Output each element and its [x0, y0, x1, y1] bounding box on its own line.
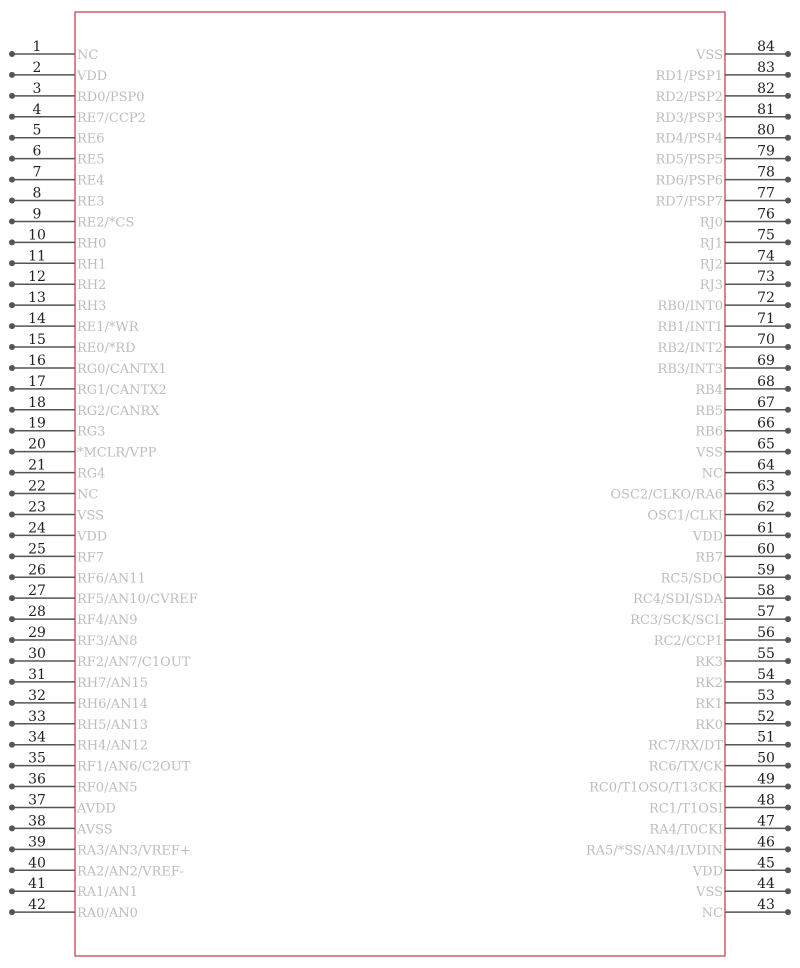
pin-endpoint-dot: [785, 574, 791, 580]
pin-name: NC: [77, 487, 99, 503]
pin-endpoint-dot: [9, 804, 15, 810]
pin-endpoint-dot: [785, 553, 791, 559]
pin-number: 51: [757, 729, 775, 746]
right-pin-67: [695, 395, 791, 419]
pin-name: RK0: [695, 717, 723, 733]
pin-endpoint-dot: [785, 344, 791, 350]
pin-endpoint-dot: [785, 449, 791, 455]
right-pin-74: [700, 248, 791, 272]
pin-endpoint-dot: [785, 700, 791, 706]
pin-number: 13: [28, 290, 46, 307]
right-pin-75: [700, 227, 791, 251]
pin-number: 64: [757, 457, 775, 474]
pin-name: RB1/INT1: [657, 320, 723, 336]
pin-name: RF6/AN11: [77, 571, 146, 587]
pin-endpoint-dot: [785, 135, 791, 141]
pin-endpoint-dot: [9, 365, 15, 371]
pin-name: NC: [701, 906, 723, 922]
pin-number: 67: [757, 394, 775, 411]
pin-number: 24: [28, 520, 46, 537]
pin-number: 41: [28, 876, 46, 893]
pin-name: RB2/INT2: [657, 341, 723, 357]
pin-number: 53: [757, 687, 775, 704]
pin-endpoint-dot: [785, 260, 791, 266]
pin-endpoint-dot: [785, 365, 791, 371]
pin-name: RF1/AN6/C2OUT: [77, 759, 191, 775]
pin-number: 33: [28, 708, 46, 725]
pin-endpoint-dot: [785, 825, 791, 831]
left-pin-5: [9, 123, 105, 147]
pin-name: VSS: [696, 885, 723, 901]
pin-number: 7: [32, 164, 42, 181]
pin-number: 17: [28, 373, 46, 390]
pin-name: RJ2: [699, 257, 723, 273]
left-pin-38: [9, 813, 113, 837]
pin-number: 30: [28, 645, 46, 662]
pin-number: 68: [757, 373, 775, 390]
pin-name: RC6/TX/CK: [648, 759, 723, 775]
pin-number: 43: [757, 897, 775, 914]
right-pin-45: [692, 855, 791, 879]
pin-name: RH0: [77, 236, 107, 252]
pin-endpoint-dot: [785, 679, 791, 685]
right-pin-53: [695, 688, 791, 712]
pin-endpoint-dot: [785, 302, 791, 308]
pin-number: 8: [32, 185, 42, 202]
pin-name: RB0/INT0: [657, 299, 723, 315]
pin-endpoint-dot: [785, 888, 791, 894]
pin-number: 25: [28, 541, 46, 558]
pin-endpoint-dot: [785, 491, 791, 497]
pin-number: 54: [757, 666, 775, 683]
pin-endpoint-dot: [9, 888, 15, 894]
left-pin-2: [9, 60, 107, 84]
right-pin-column: [586, 39, 791, 921]
pin-number: 82: [757, 80, 775, 97]
left-pin-13: [9, 290, 106, 314]
pin-number: 15: [28, 332, 46, 349]
pin-endpoint-dot: [9, 198, 15, 204]
pin-number: 9: [32, 206, 42, 223]
pin-name: RE5: [77, 152, 105, 168]
pin-number: 76: [757, 206, 775, 223]
pin-number: 21: [28, 457, 46, 474]
pin-name: VDD: [77, 68, 108, 84]
pin-number: 20: [28, 436, 46, 453]
pin-endpoint-dot: [9, 281, 15, 287]
pin-endpoint-dot: [785, 93, 791, 99]
pin-number: 52: [757, 708, 775, 725]
pin-number: 77: [757, 185, 775, 202]
pin-name: RA4/T0CKI: [649, 822, 723, 838]
pin-endpoint-dot: [9, 721, 15, 727]
pin-endpoint-dot: [9, 825, 15, 831]
pin-name: RF7: [77, 550, 105, 566]
pin-name: RD7/PSP7: [655, 194, 723, 210]
pin-endpoint-dot: [9, 156, 15, 162]
pin-name: VSS: [696, 445, 723, 461]
pin-name: RE4: [77, 173, 105, 189]
pin-endpoint-dot: [785, 742, 791, 748]
pin-endpoint-dot: [785, 595, 791, 601]
pin-endpoint-dot: [785, 218, 791, 224]
pin-endpoint-dot: [9, 407, 15, 413]
pin-name: RH6/AN14: [77, 696, 149, 712]
pin-name: AVDD: [77, 801, 116, 817]
left-pin-19: [9, 416, 105, 440]
pin-name: RA3/AN3/VREF+: [77, 843, 191, 859]
pin-name: VDD: [692, 529, 723, 545]
pin-number: 39: [28, 834, 46, 851]
left-pin-3: [9, 81, 145, 105]
pin-name: RH2: [77, 278, 107, 294]
pin-endpoint-dot: [785, 804, 791, 810]
pin-name: VSS: [696, 48, 723, 63]
left-pin-42: [9, 897, 138, 921]
pin-name: RE7/CCP2: [77, 110, 146, 126]
pin-number: 28: [28, 604, 46, 621]
pin-endpoint-dot: [9, 658, 15, 664]
left-pin-7: [9, 165, 105, 189]
pin-name: VSS: [77, 508, 104, 524]
pin-name: RK2: [695, 675, 723, 691]
pin-number: 29: [28, 625, 46, 642]
pin-number: 78: [757, 164, 775, 181]
pin-endpoint-dot: [9, 72, 15, 78]
pin-endpoint-dot: [9, 135, 15, 141]
pin-name: RD5/PSP5: [655, 152, 723, 168]
pin-endpoint-dot: [9, 302, 15, 308]
left-pin-23: [9, 499, 104, 523]
pin-name: RD3/PSP3: [655, 110, 723, 126]
pin-endpoint-dot: [9, 218, 15, 224]
pin-number: 50: [757, 750, 775, 767]
right-pin-44: [695, 876, 791, 900]
pin-number: 34: [28, 729, 46, 746]
pin-name: RC2/CCP1: [653, 634, 723, 650]
pin-number: 55: [757, 645, 775, 662]
pin-number: 72: [757, 290, 775, 307]
pin-endpoint-dot: [9, 386, 15, 392]
pin-endpoint-dot: [785, 281, 791, 287]
pin-number: 81: [757, 101, 775, 118]
pin-name: RH4/AN12: [77, 738, 149, 754]
pin-name: RB5: [695, 403, 723, 419]
pin-endpoint-dot: [9, 763, 15, 769]
pin-number: 60: [757, 541, 775, 558]
pin-name: RB4: [695, 382, 723, 398]
pin-name: RJ3: [699, 278, 723, 294]
pin-endpoint-dot: [785, 407, 791, 413]
pin-endpoint-dot: [785, 198, 791, 204]
pin-endpoint-dot: [9, 909, 15, 915]
right-pin-76: [700, 206, 791, 230]
pin-endpoint-dot: [785, 72, 791, 78]
pin-number: 19: [28, 415, 46, 432]
pin-name: RE6: [77, 131, 105, 147]
pin-endpoint-dot: [785, 428, 791, 434]
right-pin-55: [695, 646, 791, 670]
pin-endpoint-dot: [9, 114, 15, 120]
pin-name: RB7: [695, 550, 723, 566]
pin-endpoint-dot: [9, 428, 15, 434]
right-pin-65: [695, 437, 791, 461]
pin-number: 61: [757, 520, 775, 537]
pin-number: 5: [32, 122, 42, 139]
pin-endpoint-dot: [785, 637, 791, 643]
pin-endpoint-dot: [9, 93, 15, 99]
pin-number: 75: [757, 227, 775, 244]
pin-name: RK3: [695, 654, 723, 670]
pin-number: 18: [28, 394, 46, 411]
pin-endpoint-dot: [9, 532, 15, 538]
left-pin-21: [9, 458, 105, 482]
pin-name: RG0/CANTX1: [77, 361, 167, 377]
pin-name: RF5/AN10/CVREF: [77, 592, 198, 608]
pin-number: 22: [28, 478, 46, 495]
pin-name: RC4/SDI/SDA: [633, 592, 723, 608]
pin-name: RF3/AN8: [77, 634, 138, 650]
pin-number: 74: [757, 248, 775, 265]
pin-name: RG2/CANRX: [77, 403, 160, 419]
pin-number: 71: [757, 311, 775, 328]
pin-number: 11: [28, 248, 46, 265]
pin-number: 70: [757, 332, 775, 349]
pin-number: 26: [28, 562, 46, 579]
pin-endpoint-dot: [9, 239, 15, 245]
pin-name: RE3: [77, 194, 105, 210]
pin-name: VDD: [77, 529, 108, 545]
pin-endpoint-dot: [9, 470, 15, 476]
pin-endpoint-dot: [9, 679, 15, 685]
pin-name: RC3/SCK/SCL: [630, 613, 723, 629]
pin-number: 58: [757, 583, 775, 600]
pin-name: RH3: [77, 299, 107, 315]
right-pin-43: [702, 897, 791, 921]
pin-endpoint-dot: [9, 51, 15, 57]
pin-number: 2: [32, 59, 42, 76]
pin-endpoint-dot: [9, 846, 15, 852]
pin-endpoint-dot: [9, 784, 15, 790]
pin-name: RC1/T1OSI: [648, 801, 723, 817]
pin-name: RH1: [77, 257, 107, 273]
pin-name: RE1/*WR: [77, 320, 139, 336]
ic-body-outline: [75, 12, 725, 956]
right-pin-66: [695, 416, 791, 440]
pin-endpoint-dot: [785, 177, 791, 183]
pin-name: AVSS: [77, 822, 113, 838]
pin-endpoint-dot: [785, 323, 791, 329]
pin-endpoint-dot: [785, 114, 791, 120]
pin-number: 38: [28, 813, 46, 830]
pin-endpoint-dot: [9, 616, 15, 622]
pin-endpoint-dot: [785, 156, 791, 162]
pin-name: RG3: [77, 424, 106, 440]
left-pin-1: [9, 39, 98, 63]
pin-number: 84: [757, 39, 775, 55]
pin-endpoint-dot: [9, 491, 15, 497]
pin-endpoint-dot: [9, 449, 15, 455]
left-pin-6: [9, 144, 105, 168]
right-pin-52: [695, 709, 791, 733]
pin-name: RG4: [77, 466, 106, 482]
pin-number: 42: [28, 897, 46, 914]
pin-endpoint-dot: [785, 239, 791, 245]
pin-name: RH5/AN13: [77, 717, 149, 733]
pin-number: 1: [32, 39, 42, 55]
pin-number: 35: [28, 750, 46, 767]
pin-name: RD4/PSP4: [655, 131, 723, 147]
pin-endpoint-dot: [9, 637, 15, 643]
pin-name: RJ0: [699, 215, 723, 231]
pin-name: RC5/SDO: [660, 571, 723, 587]
pin-number: 37: [28, 792, 46, 809]
pin-number: 45: [757, 855, 775, 872]
right-pin-60: [695, 541, 791, 565]
pin-endpoint-dot: [785, 846, 791, 852]
left-pin-25: [9, 541, 104, 565]
pin-name: RD2/PSP2: [655, 89, 723, 105]
right-pin-73: [700, 269, 791, 293]
pin-number: 31: [28, 666, 46, 683]
pin-endpoint-dot: [785, 470, 791, 476]
pin-name: OSC1/CLKI: [647, 508, 723, 524]
left-pin-column: [9, 39, 198, 921]
pin-name: RK1: [695, 696, 723, 712]
pin-number: 62: [757, 499, 775, 516]
pin-number: 16: [28, 352, 46, 369]
pin-name: NC: [77, 48, 99, 63]
pin-name: RB3/INT3: [657, 361, 723, 377]
right-pin-64: [702, 458, 791, 482]
pin-number: 65: [757, 436, 775, 453]
pin-name: RC0/T1OSO/T13CKI: [589, 780, 723, 796]
left-pin-11: [9, 248, 106, 272]
pin-number: 23: [28, 499, 46, 516]
pin-name: RF2/AN7/C1OUT: [77, 654, 191, 670]
pin-endpoint-dot: [9, 595, 15, 601]
pin-number: 36: [28, 771, 46, 788]
pin-name: RA2/AN2/VREF-: [77, 864, 184, 880]
pin-number: 59: [757, 562, 775, 579]
pin-endpoint-dot: [785, 51, 791, 57]
pin-number: 12: [28, 269, 46, 286]
pin-endpoint-dot: [9, 511, 15, 517]
pin-name: *MCLR/VPP: [77, 445, 157, 461]
pin-endpoint-dot: [9, 323, 15, 329]
pin-endpoint-dot: [785, 784, 791, 790]
pin-name: RD6/PSP6: [655, 173, 723, 189]
left-pin-4: [9, 102, 146, 126]
pin-number: 44: [757, 876, 775, 893]
pin-endpoint-dot: [9, 742, 15, 748]
right-pin-61: [692, 520, 791, 544]
left-pin-8: [9, 186, 105, 210]
right-pin-68: [695, 374, 791, 398]
right-pin-84: [695, 39, 791, 63]
pin-endpoint-dot: [785, 658, 791, 664]
left-pin-22: [9, 479, 98, 503]
pin-endpoint-dot: [785, 511, 791, 517]
pin-name: RF4/AN9: [77, 613, 138, 629]
pin-endpoint-dot: [9, 177, 15, 183]
pin-name: RA0/AN0: [77, 906, 138, 922]
pin-name: RH7/AN15: [77, 675, 149, 691]
pin-name: RA1/AN1: [77, 885, 138, 901]
pin-name: RD0/PSP0: [77, 89, 145, 105]
pin-endpoint-dot: [785, 909, 791, 915]
pin-number: 49: [757, 771, 775, 788]
pin-number: 6: [32, 143, 42, 160]
pin-name: VDD: [692, 864, 723, 880]
pin-endpoint-dot: [785, 386, 791, 392]
pin-name: RA5/*SS/AN4/LVDIN: [585, 843, 723, 859]
pin-name: OSC2/CLKO/RA6: [610, 487, 723, 503]
pin-endpoint-dot: [9, 553, 15, 559]
pin-name: RB6: [695, 424, 723, 440]
pin-name: RJ1: [699, 236, 723, 252]
pin-endpoint-dot: [9, 867, 15, 873]
pin-number: 14: [28, 311, 46, 328]
pin-endpoint-dot: [785, 721, 791, 727]
pin-name: RG1/CANTX2: [77, 382, 167, 398]
pin-name: RD1/PSP1: [655, 68, 723, 84]
pin-endpoint-dot: [9, 344, 15, 350]
pin-number: 32: [28, 687, 46, 704]
pin-number: 4: [32, 101, 42, 118]
pin-name: RE2/*CS: [77, 215, 135, 231]
pin-number: 57: [757, 604, 775, 621]
pin-number: 46: [757, 834, 775, 851]
right-pin-54: [695, 667, 791, 691]
pin-number: 69: [757, 352, 775, 369]
pin-number: 80: [757, 122, 775, 139]
pin-number: 83: [757, 59, 775, 76]
pin-endpoint-dot: [9, 700, 15, 706]
pin-endpoint-dot: [785, 867, 791, 873]
left-pin-37: [9, 792, 116, 816]
pin-number: 56: [757, 625, 775, 642]
pin-number: 10: [28, 227, 46, 244]
pin-number: 40: [28, 855, 46, 872]
left-pin-12: [9, 269, 106, 293]
pin-name: RC7/RX/DT: [648, 738, 723, 754]
left-pin-24: [9, 520, 107, 544]
pin-number: 27: [28, 583, 46, 600]
pin-number: 48: [757, 792, 775, 809]
pin-name: RE0/*RD: [77, 341, 136, 357]
left-pin-10: [9, 227, 106, 251]
pin-name: RF0/AN5: [77, 780, 138, 796]
pin-endpoint-dot: [9, 260, 15, 266]
pin-number: 79: [757, 143, 775, 160]
pin-name: NC: [701, 466, 723, 482]
pin-endpoint-dot: [785, 532, 791, 538]
pin-number: 66: [757, 415, 775, 432]
pin-number: 3: [32, 80, 42, 97]
pin-endpoint-dot: [9, 574, 15, 580]
pin-number: 47: [757, 813, 775, 830]
pin-number: 73: [757, 269, 775, 286]
pin-endpoint-dot: [785, 763, 791, 769]
pin-endpoint-dot: [785, 616, 791, 622]
pin-number: 63: [757, 478, 775, 495]
